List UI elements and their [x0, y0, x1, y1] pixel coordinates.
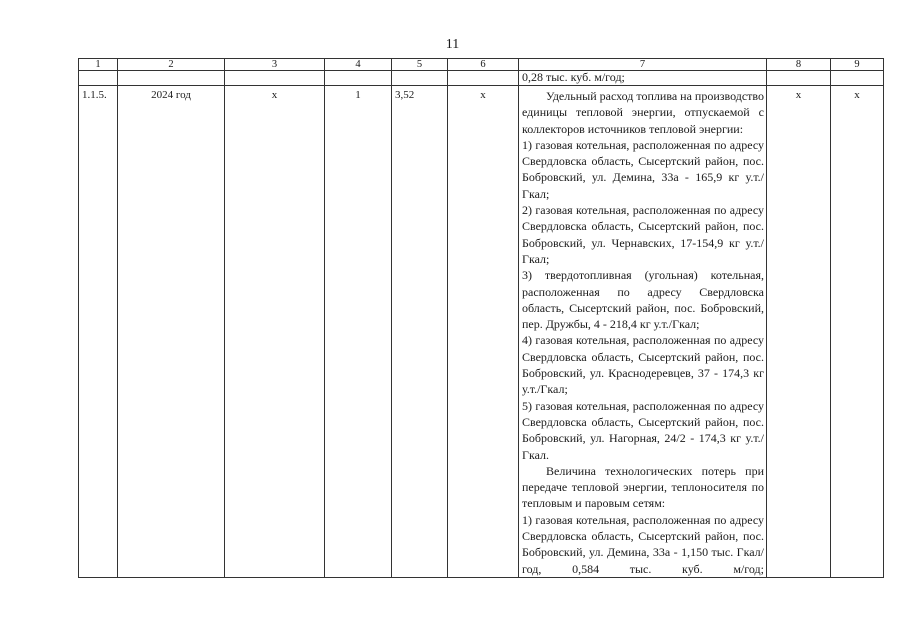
header-cell: 2: [118, 59, 225, 71]
empty-cell: [767, 71, 831, 86]
empty-cell: [118, 71, 225, 86]
row-col5: 3,52: [392, 86, 448, 578]
header-cell: 1: [79, 59, 118, 71]
row-col9: х: [831, 86, 884, 578]
empty-cell: [392, 71, 448, 86]
continuation-text: 0,28 тыс. куб. м/год;: [519, 71, 767, 86]
row-number: 1.1.5.: [79, 86, 118, 578]
description-paragraph: 2) газовая котельная, расположенная по адресу Свердловска область, Сысертский район, пос. Бобровский, ул. Чернавских, 17-154,9 кг у.т./Гкал;: [522, 203, 764, 266]
description-paragraph: 4) газовая котельная, расположенная по адресу Свердловска область, Сысертский район, пос. Бобровский, ул. Краснодеревцев, 37 - 174,3 кг у.т./Гкал;: [522, 333, 764, 397]
header-cell: 4: [325, 59, 392, 71]
header-cell: 5: [392, 59, 448, 71]
table-header-row: [79, 59, 884, 71]
row-description: [519, 86, 767, 578]
empty-cell: [448, 71, 519, 86]
data-table: [78, 58, 884, 578]
description-paragraph: 1) газовая котельная, расположенная по адресу Свердловска область, Сысертский район, пос. Бобровский, ул. Демина, 33а - 1,150 тыс. Гкал/год, 0,584 тыс. куб. м/год;: [522, 512, 764, 576]
continuation-row: [79, 71, 884, 86]
row-col8: х: [767, 86, 831, 578]
description-paragraph: 5) газовая котельная, расположенная по адресу Свердловска область, Сысертский район, пос. Бобровский, ул. Нагорная, 24/2 - 174,3 кг у.т./Гкал.: [522, 398, 764, 462]
row-year: 2024 год: [118, 86, 225, 578]
empty-cell: [831, 71, 884, 86]
header-cell: 7: [519, 59, 767, 71]
header-cell: 6: [448, 59, 519, 71]
empty-cell: [79, 71, 118, 86]
row-col3: х: [225, 86, 325, 578]
empty-cell: [225, 71, 325, 86]
page-number: 11: [445, 37, 460, 52]
table-row: [79, 86, 884, 578]
row-col6: х: [448, 86, 519, 578]
description-paragraph: 1) газовая котельная, расположенная по адресу Свердловска область, Сысертский район, пос. Бобровский, ул. Демина, 33а - 165,9 кг у.т./Гкал;: [522, 137, 764, 201]
header-cell: 3: [225, 59, 325, 71]
row-col4: 1: [325, 86, 392, 578]
description-paragraph: Величина технологических потерь при передаче тепловой энергии, теплоносителя по тепловым и паровым сетям:: [522, 463, 764, 511]
header-cell: 9: [831, 59, 884, 71]
empty-cell: [325, 71, 392, 86]
description-paragraph: Удельный расход топлива на производство единицы тепловой энергии, отпускаемой с коллекторов источников тепловой энергии:: [522, 89, 764, 136]
description-paragraph: 3) твердотопливная (угольная) котельная, расположенная по адресу Свердловска область, Сысертский район, пос. Бобровский, пер. Дружбы, 4 - 218,4 кг у.т./Гкал;: [522, 268, 764, 332]
header-cell: 8: [767, 59, 831, 71]
